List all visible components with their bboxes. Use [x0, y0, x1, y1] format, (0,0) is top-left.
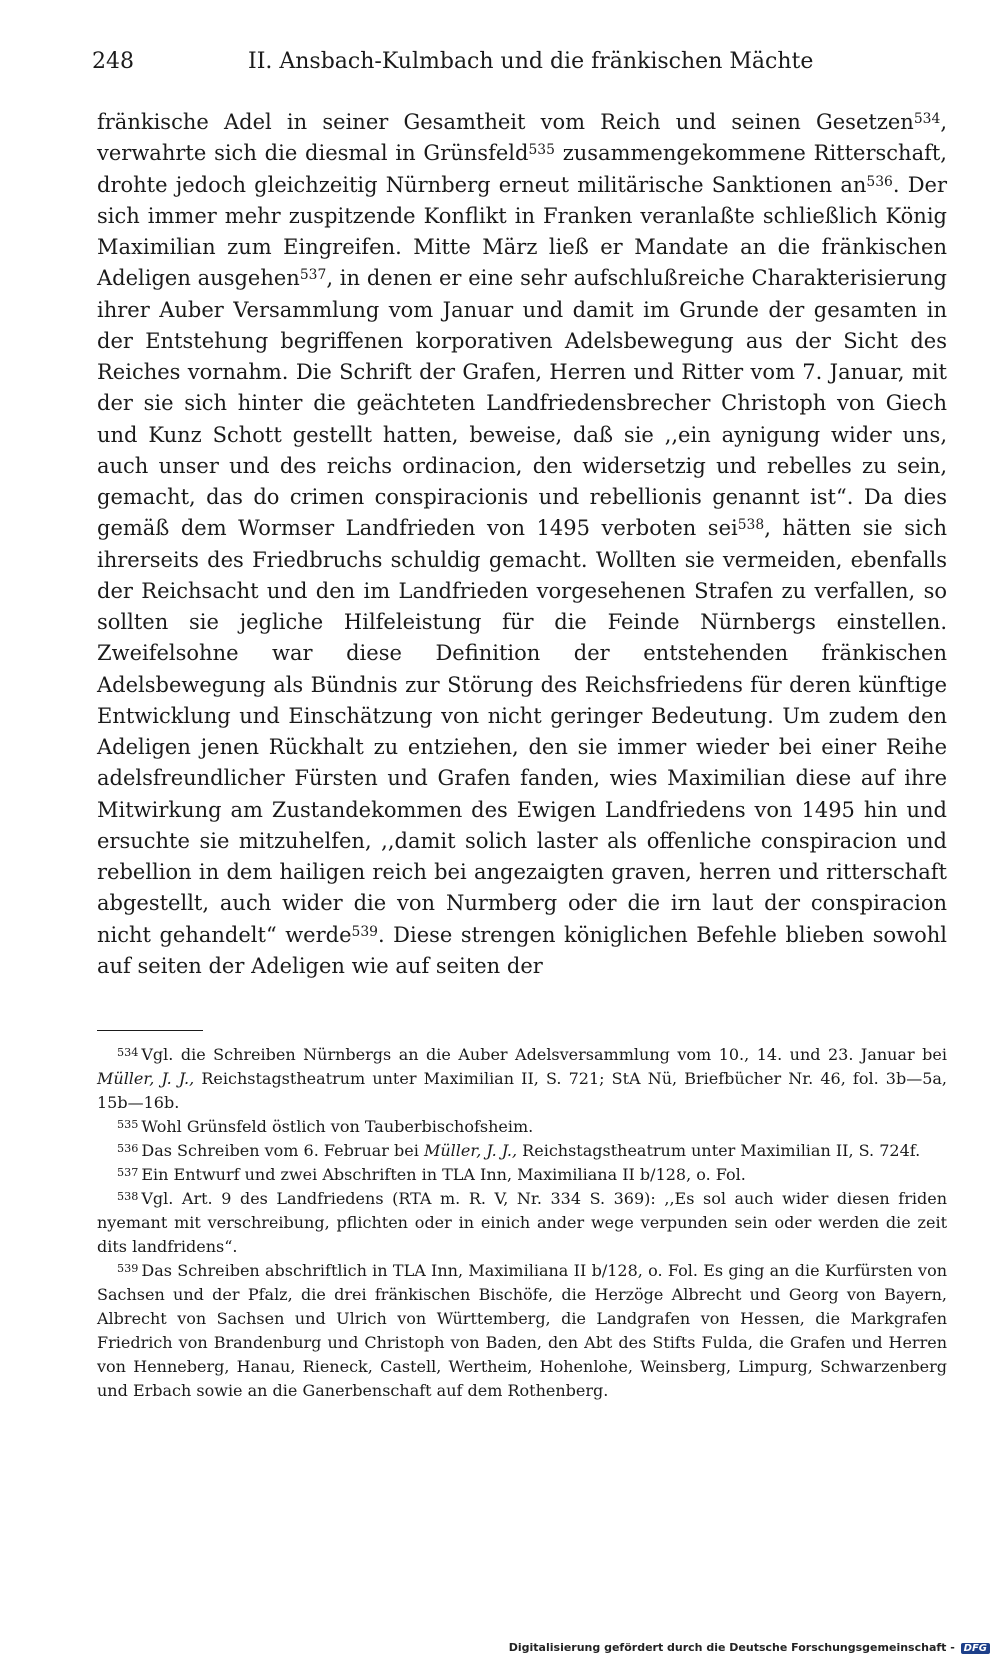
digitization-notice-text: Digitalisierung gefördert durch die Deutsche Forschungsgemeinschaft -	[508, 1641, 955, 1654]
footnote-ref[interactable]: 538	[737, 517, 765, 534]
footnote-text: Vgl. die Schreiben Nürnbergs an die Auber Adelsversammlung vom 10., 14. und 23. Januar bei	[141, 1045, 947, 1064]
footnote-divider	[97, 1030, 203, 1031]
footnote-ref[interactable]: 536	[866, 173, 893, 190]
footnote-ref[interactable]: 537	[299, 267, 327, 284]
footnote-number: 537	[117, 1165, 139, 1179]
footnote-text: Wohl Grünsfeld östlich von Tauberbischofsheim.	[141, 1117, 534, 1136]
text-run: zusammengekommene Ritterschaft, drohte jedoch gleichzeitig Nürnberg erneut militärische Sanktionen an	[97, 141, 947, 197]
footnotes	[97, 1043, 947, 1403]
text-run: . Diese strengen königlichen Befehle blieben sowohl auf seiten der Adeligen wie auf seiten der	[97, 922, 947, 978]
digitization-notice	[509, 1641, 990, 1654]
text-run: , hätten sie sich ihrerseits des Friedbruchs schuldig gemacht. Wollten sie vermeiden, ebenfalls der Reichsacht und den im Landfrieden vorgesehenen Strafen zu verfallen, so sollten sie jegliche Hilfeleistung für die Feinde Nürnbergs einstellen. Zweifelsohne war diese Definition der entstehenden fränkischen Adelsbewegung als Bündnis zur Störung des Reichsfriedens für deren künftige Entwicklung und Einschätzung von nicht geringer Bedeutung. Um zudem den Adeligen jenen Rückhalt zu entziehen, den sie immer wieder bei einer Reihe adelsfreundlicher Fürsten und Grafen fanden, wies Maximilian diese auf ihre Mitwirkung am Zustandekommen des Ewigen Landfriedens von 1495 hin und ersuchte sie mitzuhelfen, ,,damit solich laster als offenliche conspiracion und rebellion in dem hailigen reich bei angezaigten graven, herren und ritterschaft abgestellt, auch wider die von Nurmberg oder die irn laut der conspiracion nicht gehandelt“ werde	[97, 516, 948, 947]
footnote	[97, 1187, 947, 1259]
main-text-paragraph	[97, 107, 947, 982]
footnote	[97, 1043, 947, 1115]
running-head	[92, 48, 947, 76]
text-run: . Der sich immer mehr zuspitzende Konflikt in Franken veranlaßte schließlich König Maximilian zum Eingreifen. Mitte März ließ er Mandate an die fränkischen Adeligen ausgehen	[97, 172, 947, 291]
footnote	[97, 1115, 947, 1139]
footnote-number: 538	[117, 1189, 139, 1203]
page-number: 248	[92, 49, 134, 74]
footnote-author: Müller, J. J.,	[97, 1069, 195, 1088]
footnote-text: Vgl. Art. 9 des Landfriedens (RTA m. R. V, Nr. 334 S. 369): ,,Es sol auch wider diesen friden nyemant mit verschreibung, pflichten oder in einich ander wege verpunden sein oder werden die zeit dits landfridens“.	[97, 1189, 947, 1256]
footnote	[97, 1259, 947, 1403]
footnote-text: Reichstagstheatrum unter Maximilian II, S. 724f.	[517, 1141, 921, 1160]
footnote-text: Ein Entwurf und zwei Abschriften in TLA Inn, Maximiliana II b/128, o. Fol.	[141, 1165, 746, 1184]
footnote-ref[interactable]: 534	[913, 110, 941, 127]
footnote-number: 539	[117, 1261, 139, 1275]
footnote-text: Das Schreiben abschriftlich in TLA Inn, Maximiliana II b/128, o. Fol. Es ging an die Kurfürsten von Sachsen und der Pfalz, die drei fränkischen Bischöfe, die Herzöge Albrecht und Georg von Bayern, Albrecht von Sachsen und Ulrich von Württemberg, die Landgrafen von Hessen, die Markgrafen Friedrich von Brandenburg und Christoph von Baden, den Abt des Stifts Fulda, die Grafen und Herren von Henneberg, Hanau, Rieneck, Castell, Wertheim, Hohenlohe, Weinsberg, Limpurg, Schwarzenberg und Erbach sowie an die Ganerbenschaft auf dem Rothenberg.	[97, 1261, 947, 1400]
footnote-text: Das Schreiben vom 6. Februar bei	[141, 1141, 424, 1160]
footnote-ref[interactable]: 535	[528, 142, 555, 159]
footnote-number: 535	[117, 1117, 139, 1131]
footnote-text: Reichstagstheatrum unter Maximilian II, S. 721; StA Nü, Briefbücher Nr. 46, fol. 3b—5a, 15b—16b.	[97, 1069, 948, 1112]
text-run: fränkische Adel in seiner Gesamtheit vom Reich und seinen Gesetzen	[97, 110, 914, 134]
footnote-ref[interactable]: 539	[351, 923, 378, 940]
footnote-author: Müller, J. J.,	[423, 1141, 518, 1160]
footnote	[97, 1139, 947, 1163]
footnote-number: 536	[117, 1141, 139, 1155]
footnote	[97, 1163, 947, 1187]
text-run: , verwahrte sich die diesmal in Grünsfeld	[97, 110, 947, 166]
chapter-title: II. Ansbach-Kulmbach und die fränkischen Mächte	[248, 49, 814, 74]
dfg-logo[interactable]: DFG	[961, 1643, 990, 1654]
text-run: , in denen er eine sehr aufschlußreiche Charakterisierung ihrer Auber Versammlung vom Januar und damit im Grunde der gesamten in der Entstehung begriffenen korporativen Adelsbewegung aus der Sicht des Reiches vornahm. Die Schrift der Grafen, Herren und Ritter vom 7. Januar, mit der sie sich hinter die geächteten Landfriedensbrecher Christoph von Giech und Kunz Schott gestellt hatten, beweise, daß sie ,,ein aynigung wider uns, auch unser und des reichs ordinacion, den widersetzig und rebelles zu sein, gemacht, das do crimen conspiracionis und rebellionis genannt ist“. Da dies gemäß dem Wormser Landfrieden von 1495 verboten sei	[97, 266, 947, 541]
footnote-number: 534	[117, 1045, 139, 1059]
